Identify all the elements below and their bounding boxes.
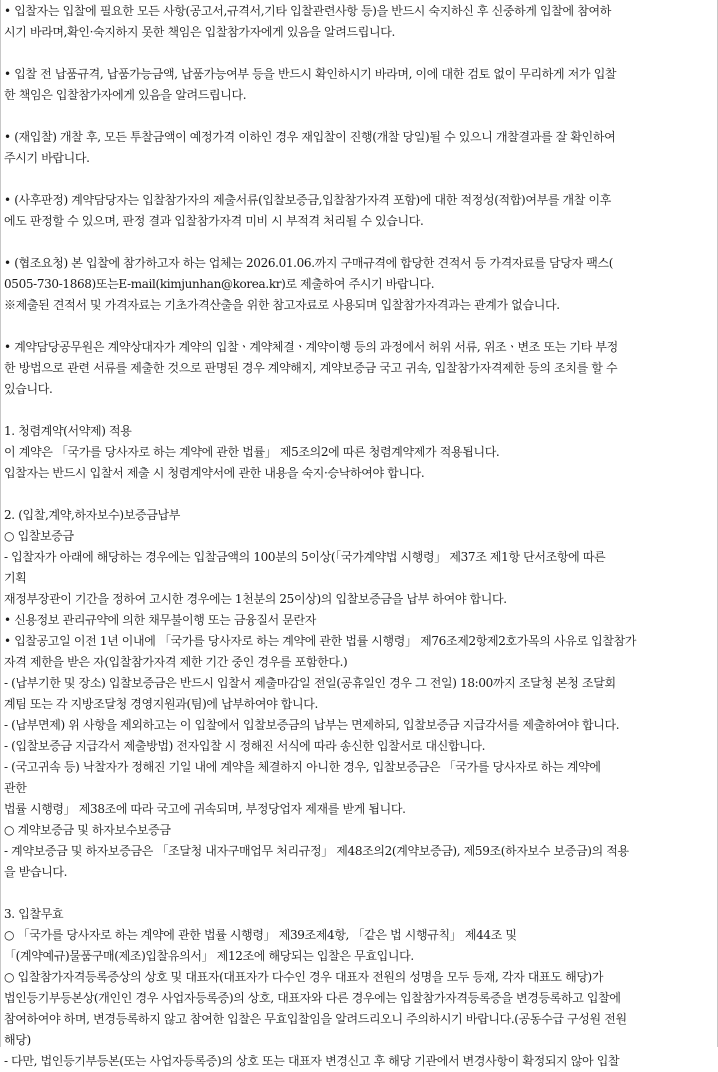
section-heading: 1. 청렴계약(서약제) 적용 (4, 424, 132, 438)
spacer (4, 883, 716, 904)
text-line: 계팀 또는 각 지방조달청 경영지원과(팀)에 납부하여야 합니다. (4, 697, 318, 711)
text-line: 주시기 바랍니다. (4, 151, 90, 165)
spacer (4, 400, 716, 421)
text-line: - 입찰자가 아래에 해당하는 경우에는 입찰금액의 100분의 5이상(「국가계약법 시행령」 제37조 제1항 단서조항에 따른 (4, 550, 606, 564)
text-line: 관한 (4, 781, 27, 795)
notice-document (4, 1, 716, 1072)
text-line: 에도 판정할 수 있으며, 판정 결과 입찰참가자격 미비 시 부적격 처리될 수 있습니다. (4, 214, 424, 228)
text-line: 시기 바라며,확인·숙지하지 못한 책임은 입찰참가자에게 있음을 알려드립니다. (4, 25, 395, 39)
text-line: 자격 제한을 받은 자(입찰참가자격 제한 기간 중인 경우를 포함한다.) (4, 655, 348, 669)
text-line: 참여하여야 하며, 변경등록하지 않고 참여한 입찰은 무효입찰임을 알려드리오니 주의하시기 바랍니다.(공동수급 구성원 전원 (4, 1012, 627, 1026)
text-line: 해당) (4, 1033, 31, 1047)
spacer (4, 484, 716, 505)
spacer (4, 43, 716, 64)
text-line: • 입찰 전 납품규격, 납품가능금액, 납품가능여부 등을 반드시 확인하시기 바라며, 이에 대한 검토 없이 무리하게 저가 입찰 (4, 67, 617, 81)
text-line: 「(계약예규)물품구매(제조)입찰유의서」 제12조에 해당되는 입찰은 무효입니다. (4, 949, 414, 963)
text-line: 을 받습니다. (4, 865, 68, 879)
text-line: ○ 입찰보증금 (4, 529, 74, 543)
text-line: ※제출된 견적서 및 가격자료는 기초가격산출을 위한 참고자료로 사용되며 입찰참가자격과는 관계가 없습니다. (4, 298, 560, 312)
text-line: • 입찰자는 입찰에 필요한 모든 사항(공고서,규격서,기타 입찰관련사항 등)을 반드시 숙지하신 후 신중하게 입찰에 참여하 (4, 4, 611, 18)
text-line: - (국고귀속 등) 낙찰자가 정해진 기일 내에 계약을 체결하지 아니한 경우, 입찰보증금은 「국가를 당사자로 하는 계약에 (4, 760, 601, 774)
text-line: 이 계약은 「국가를 당사자로 하는 계약에 관한 법률」 제5조의2에 따른 청렴계약제가 적용됩니다. (4, 445, 500, 459)
notice-paragraph-rebid (4, 127, 716, 169)
text-line: • (사후판정) 계약담당자는 입찰참가자의 제출서류(입찰보증금,입찰참가자격 포함)에 대한 적정성(적합)여부를 개찰 이후 (4, 193, 611, 207)
text-line: 입찰자는 반드시 입찰서 제출 시 청렴계약서에 관한 내용을 숙지·승낙하여야 합니다. (4, 466, 425, 480)
text-line: • 계약담당공무원은 계약상대자가 계약의 입찰ㆍ계약체결ㆍ계약이행 등의 과정에서 허위 서류, 위조ㆍ변조 또는 기타 부정 (4, 340, 618, 354)
text-line: 있습니다. (4, 382, 53, 396)
notice-paragraph-cooperation-request (4, 253, 716, 316)
spacer (4, 169, 716, 190)
notice-paragraph-bid-awareness (4, 1, 716, 43)
section-heading: 2. (입찰,계약,하자보수)보증금납부 (4, 508, 180, 522)
text-line: 기획 (4, 571, 27, 585)
notice-paragraph-post-judgment (4, 190, 716, 232)
text-line: ○ 계약보증금 및 하자보수보증금 (4, 823, 171, 837)
text-line: • 입찰공고일 이전 1년 이내에 「국가를 당사자로 하는 계약에 관한 법률 시행령」 제76조제2항제2호가목의 사유로 입찰참가 (4, 634, 637, 648)
text-line: 0505-730-1868)또는E-mail(kimjunhan@korea.kr)로 제출하여 주시기 바랍니다. (4, 277, 435, 291)
section-deposit-payment (4, 505, 716, 883)
spacer (4, 106, 716, 127)
section-heading: 3. 입찰무효 (4, 907, 64, 921)
text-line: 법인등기부등본상(개인인 경우 사업자등록증)의 상호, 대표자와 다른 경우에는 입찰참가자격등록증을 변경등록하고 입찰에 (4, 991, 621, 1005)
text-line: - (납부기한 및 장소) 입찰보증금은 반드시 입찰서 제출마감일 전일(공휴일인 경우 그 전일) 18:00까지 조달청 본청 조달회 (4, 676, 616, 690)
text-line: • 신용정보 관리규약에 의한 채무불이행 또는 금융질서 문란자 (4, 613, 317, 627)
text-line: 재정부장관이 기간을 정하여 고시한 경우에는 1천분의 25이상)의 입찰보증금을 납부 하여야 합니다. (4, 592, 507, 606)
spacer (4, 316, 716, 337)
text-line: 한 책임은 입찰참가자에게 있음을 알려드립니다. (4, 88, 247, 102)
text-line: - 다만, 법인등기부등본(또는 사업자등록증)의 상호 또는 대표자 변경신고 후 해당 기관에서 변경사항이 확정되지 않아 입찰 (4, 1054, 620, 1068)
text-line: 한 방법으로 관련 서류를 제출한 것으로 판명된 경우 계약해지, 계약보증금 국고 귀속, 입찰참가자격제한 등의 조치를 할 수 (4, 361, 618, 375)
text-line: - 계약보증금 및 하자보증금은 「조달청 내자구매업무 처리규정」 제48조의2(계약보증금), 제59조(하자보수 보증금)의 적용 (4, 844, 629, 858)
text-line: 법률 시행령」 제38조에 따라 국고에 귀속되며, 부정당업자 제재를 받게 됩니다. (4, 802, 406, 816)
spacer (4, 232, 716, 253)
text-line: • (협조요청) 본 입찰에 참가하고자 하는 업체는 2026.01.06.까지 구매규격에 합당한 견적서 등 가격자료를 담당자 팩스( (4, 256, 614, 270)
text-line: ○ 「국가를 당사자로 하는 계약에 관한 법률 시행령」 제39조제4항, 「같은 법 시행규칙」 제44조 및 (4, 928, 517, 942)
notice-paragraph-spec-check (4, 64, 716, 106)
text-line: • (재입찰) 개찰 후, 모든 투찰금액이 예정가격 이하인 경우 재입찰이 진행(개찰 당일)될 수 있으니 개찰결과를 잘 확인하여 (4, 130, 616, 144)
text-line: - (입찰보증금 지급각서 제출방법) 전자입찰 시 정해진 서식에 따라 송신한 입찰서로 대신합니다. (4, 739, 486, 753)
text-line: - (납부면제) 위 사항을 제외하고는 이 입찰에서 입찰보증금의 납부는 면제하되, 입찰보증금 지급각서를 제출하여야 합니다. (4, 718, 620, 732)
notice-paragraph-fraud-measures (4, 337, 716, 400)
section-integrity-contract (4, 421, 716, 484)
text-line: ○ 입찰참가자격등록증상의 상호 및 대표자(대표자가 다수인 경우 대표자 전원의 성명을 모두 등재, 각자 대표도 해당)가 (4, 970, 604, 984)
left-border (0, 0, 1, 1047)
